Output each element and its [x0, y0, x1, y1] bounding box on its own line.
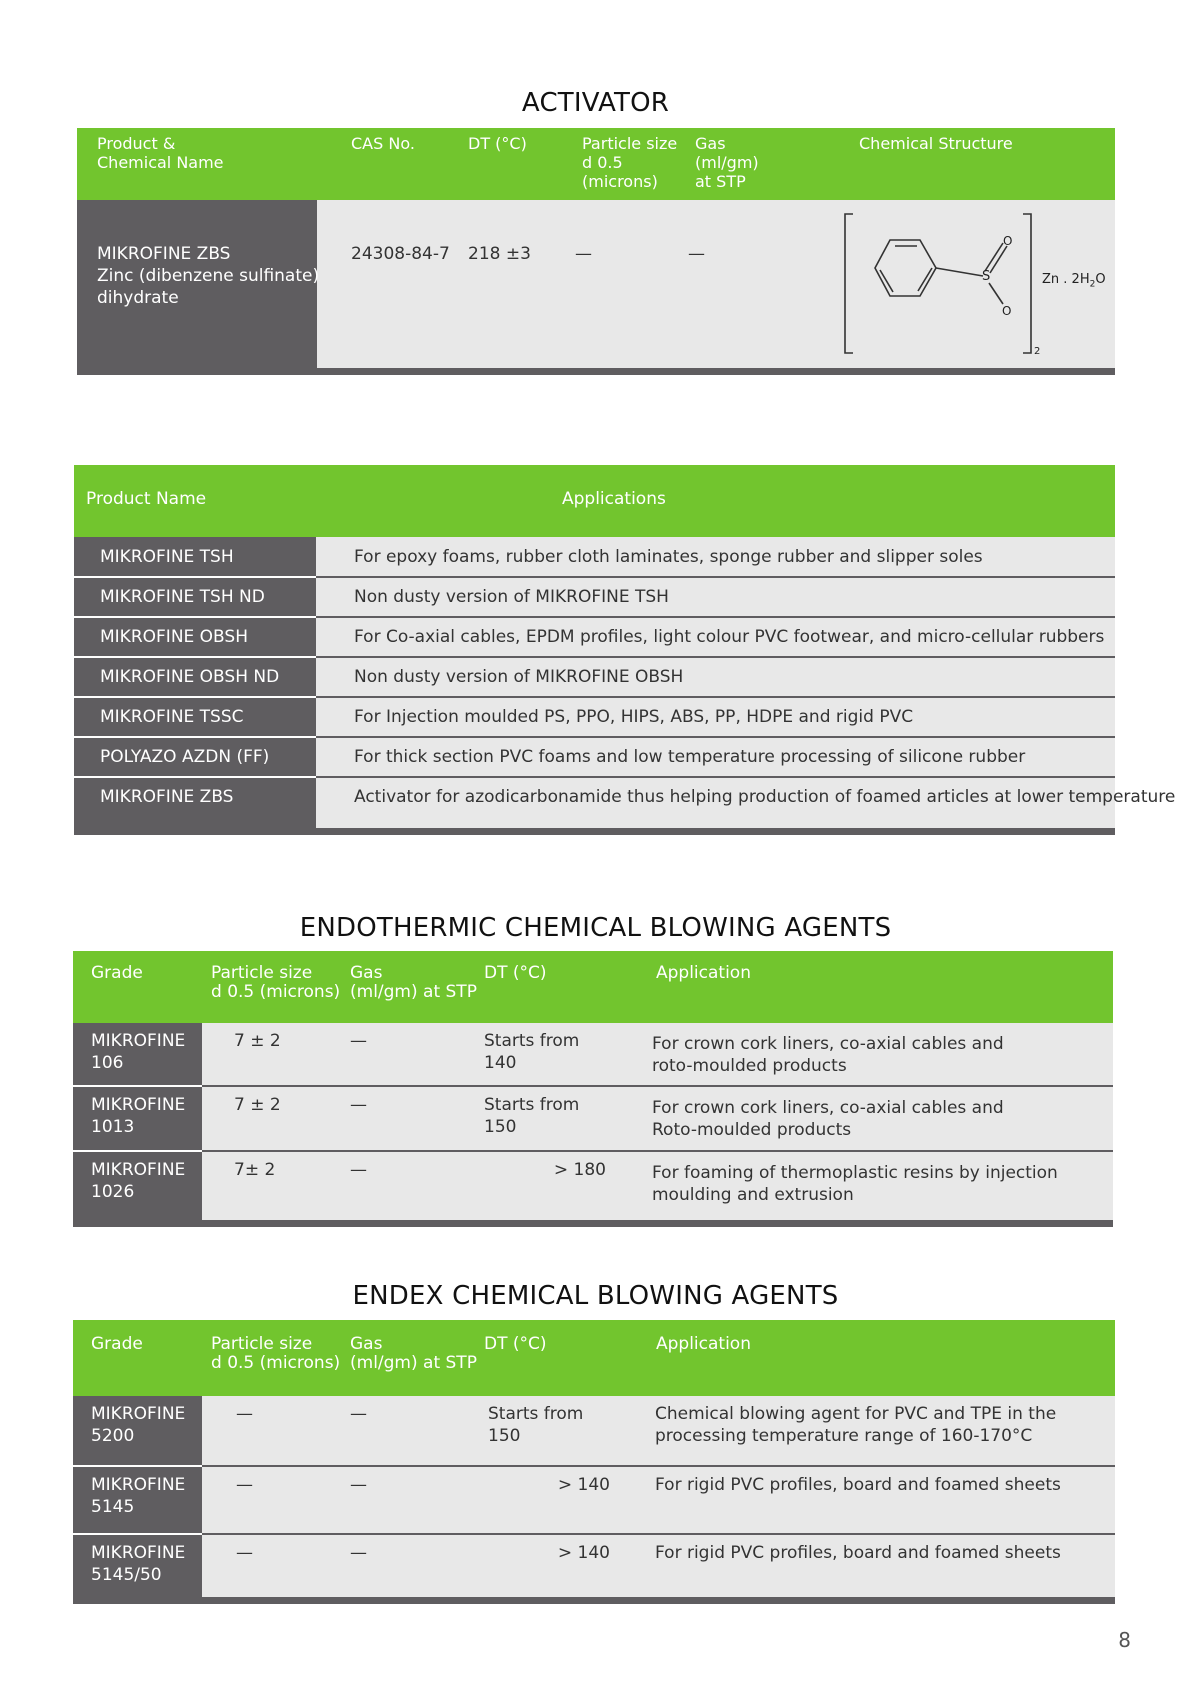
- application-text: Activator for azodicarbonamide thus helping production of foamed articles at lower temperature: [354, 787, 1176, 807]
- application-text: For rigid PVC profiles, board and foamed sheets: [655, 1475, 1061, 1495]
- activator-dt: 218 ±3: [468, 244, 531, 264]
- particle-size-value: 7 ± 2: [234, 1031, 281, 1051]
- product-name: MIKROFINE ZBS: [100, 787, 234, 807]
- activator-particle: —: [575, 244, 592, 264]
- application-text: For crown cork liners, co-axial cables and roto-moulded products: [652, 1034, 1004, 1076]
- endex-header-particle: Particle size d 0.5 (microns): [211, 1334, 341, 1373]
- zn-text: Zn . 2H: [1042, 272, 1090, 287]
- application-text: For crown cork liners, co-axial cables and Roto-moulded products: [652, 1098, 1004, 1140]
- activator-cas: 24308-84-7: [351, 244, 450, 264]
- endex-header-application: Application: [656, 1334, 751, 1354]
- application-text: Non dusty version of MIKROFINE OBSH: [354, 667, 684, 687]
- product-name: MIKROFINE OBSH ND: [100, 667, 280, 687]
- application-text: For Co-axial cables, EPDM profiles, light colour PVC footwear, and micro-cellular rubbers: [354, 627, 1105, 647]
- product-name: MIKROFINE TSSC: [100, 707, 244, 727]
- gas-value: —: [350, 1543, 367, 1563]
- particle-size-value: 7± 2: [234, 1160, 276, 1180]
- endo-header-grade: Grade: [91, 963, 143, 983]
- header-product-name: Product Name: [86, 489, 207, 509]
- page-number: 8: [1118, 1628, 1131, 1652]
- application-text: For epoxy foams, rubber cloth laminates, sponge rubber and slipper soles: [354, 547, 983, 567]
- product-name: POLYAZO AZDN (FF): [100, 747, 270, 767]
- particle-size-value: —: [236, 1475, 253, 1495]
- grade-name: MIKROFINE 106: [91, 1031, 186, 1073]
- endo-header-application: Application: [656, 963, 751, 983]
- application-text: For thick section PVC foams and low temperature processing of silicone rubber: [354, 747, 1026, 767]
- endex-header-dt: DT (°C): [484, 1334, 547, 1354]
- row-divider-data: [202, 1085, 1113, 1087]
- product-name: MIKROFINE TSH ND: [100, 587, 265, 607]
- grade-name: MIKROFINE 5145: [91, 1475, 186, 1517]
- endothermic-bottom-bar: [73, 1220, 1113, 1227]
- grade-name: MIKROFINE 1026: [91, 1160, 186, 1202]
- application-text: For Injection moulded PS, PPO, HIPS, ABS, PP, HDPE and rigid PVC: [354, 707, 914, 727]
- particle-size-value: —: [236, 1543, 253, 1563]
- header-chemical-structure: Chemical Structure: [859, 134, 1013, 153]
- gas-value: —: [350, 1475, 367, 1495]
- header-cas-no: CAS No.: [351, 134, 415, 153]
- endex-header-gas: Gas (ml/gm) at STP: [350, 1334, 477, 1373]
- header-dt: DT (°C): [468, 134, 527, 153]
- structure-bracket-sub: 2: [1034, 346, 1041, 357]
- endex-title: ENDEX CHEMICAL BLOWING AGENTS: [352, 1281, 839, 1311]
- dt-value: Starts from 150: [488, 1404, 584, 1446]
- structure-s: S: [982, 269, 991, 284]
- application-text: For foaming of thermoplastic resins by injection moulding and extrusion: [652, 1163, 1058, 1205]
- dt-value: > 140: [557, 1475, 610, 1495]
- structure-o-top: O: [1003, 234, 1013, 248]
- activator-title: ACTIVATOR: [521, 88, 670, 118]
- endex-header-grade: Grade: [91, 1334, 143, 1354]
- endo-header-gas: Gas (ml/gm) at STP: [350, 963, 477, 1002]
- activator-header: [77, 128, 1115, 200]
- row-divider-app: [316, 736, 1115, 738]
- grade-name: MIKROFINE 5200: [91, 1404, 186, 1446]
- header-applications: Applications: [562, 489, 666, 509]
- dt-value: Starts from 140: [484, 1031, 580, 1073]
- row-divider-data: [202, 1150, 1113, 1152]
- gas-value: —: [350, 1160, 367, 1180]
- particle-size-value: 7 ± 2: [234, 1095, 281, 1115]
- activator-product-name: MIKROFINE ZBS Zinc (dibenzene sulfinate) dihydrate: [97, 244, 320, 308]
- row-divider: [73, 1085, 202, 1087]
- product-name: MIKROFINE TSH: [100, 547, 234, 567]
- endo-header-dt: DT (°C): [484, 963, 547, 983]
- product-name: MIKROFINE OBSH: [100, 627, 248, 647]
- row-divider-app: [316, 776, 1115, 778]
- endothermic-header: [73, 951, 1113, 1023]
- application-text: Chemical blowing agent for PVC and TPE in the processing temperature range of 160-170°C: [655, 1404, 1057, 1446]
- row-divider-app: [316, 696, 1115, 698]
- endex-bottom-bar: [73, 1597, 1115, 1604]
- row-divider-app: [316, 616, 1115, 618]
- gas-value: —: [350, 1031, 367, 1051]
- application-text: For rigid PVC profiles, board and foamed sheets: [655, 1543, 1061, 1563]
- structure-o-bottom: O: [1002, 304, 1012, 318]
- dt-value: > 140: [557, 1543, 610, 1563]
- row-divider-app: [316, 576, 1115, 578]
- row-divider: [73, 1150, 202, 1152]
- activator-bottom-bar: [77, 368, 1115, 375]
- endex-header: [73, 1320, 1115, 1396]
- endo-header-particle: Particle size d 0.5 (microns): [211, 963, 341, 1002]
- grade-name: MIKROFINE 1013: [91, 1095, 186, 1137]
- applications-header: [74, 465, 1115, 537]
- row-divider-data: [202, 1465, 1115, 1467]
- endothermic-title: ENDOTHERMIC CHEMICAL BLOWING AGENTS: [299, 913, 892, 943]
- h2o-o: O: [1095, 272, 1106, 287]
- applications-bottom-bar: [74, 828, 1115, 835]
- dt-value: > 180: [553, 1160, 606, 1180]
- dt-value: Starts from 150: [484, 1095, 580, 1137]
- row-divider: [73, 1465, 202, 1467]
- application-text: Non dusty version of MIKROFINE TSH: [354, 587, 669, 607]
- gas-value: —: [350, 1404, 367, 1424]
- header-gas: Gas (ml/gm) at STP: [695, 134, 759, 191]
- structure-zn-label: [1042, 272, 1106, 290]
- gas-value: —: [350, 1095, 367, 1115]
- header-product-chemical-name: Product & Chemical Name: [97, 134, 224, 172]
- row-divider-app: [316, 656, 1115, 658]
- header-particle-size: Particle size d 0.5 (microns): [582, 134, 678, 191]
- activator-gas: —: [688, 244, 705, 264]
- h2o-sub: 2: [1089, 279, 1096, 290]
- grade-name: MIKROFINE 5145/50: [91, 1543, 186, 1585]
- row-divider: [73, 1533, 202, 1535]
- particle-size-value: —: [236, 1404, 253, 1424]
- row-divider-data: [202, 1533, 1115, 1535]
